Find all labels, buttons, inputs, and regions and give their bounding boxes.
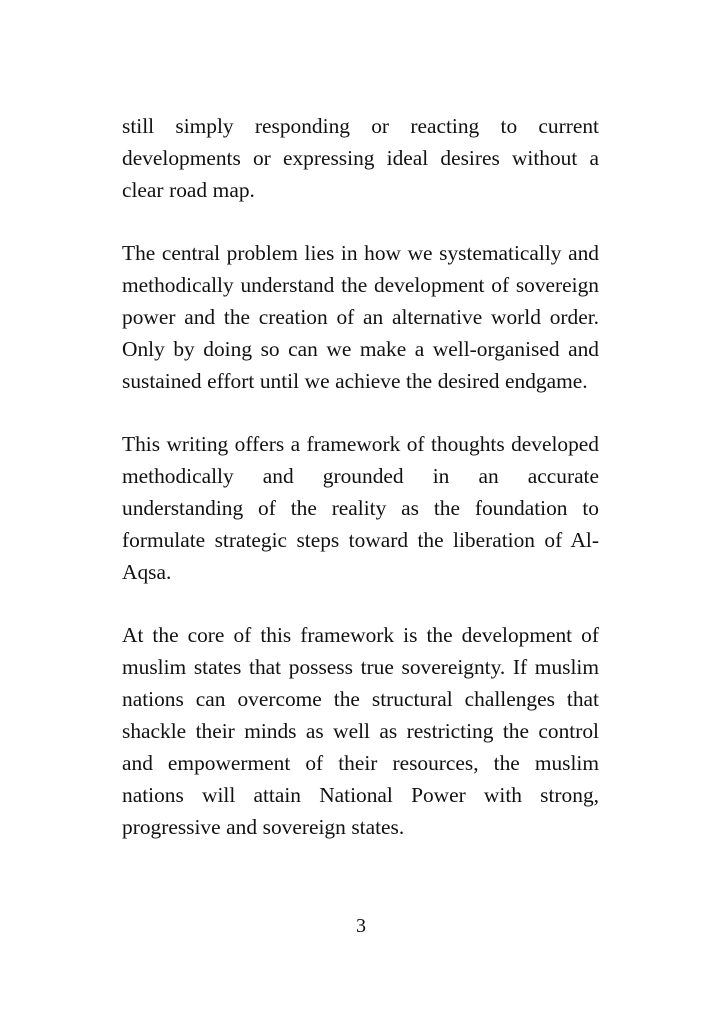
body-paragraph-2: The central problem lies in how we systematically and methodically understand the development of sovereign power and the creation of an alternative world order. Only by doing so can we make a well-organised and sustained effort until we achieve the desired endgame. (122, 241, 599, 393)
page-body-text (122, 110, 599, 843)
body-paragraph-3: This writing offers a framework of thoughts developed methodically and grounded in an accurate understanding of the reality as the foundation to formulate strategic steps toward the liberation of Al-Aqsa. (122, 432, 599, 584)
body-paragraph-4: At the core of this framework is the development of muslim states that possess true sovereignty. If muslim nations can overcome the structural challenges that shackle their minds as well as restricting the control and empowerment of their resources, the muslim nations will attain National Power with strong, progressive and sovereign states. (122, 623, 599, 839)
body-paragraph-1: still simply responding or reacting to current developments or expressing ideal desires without a clear road map. (122, 114, 599, 202)
page-number: 3 (356, 915, 366, 937)
